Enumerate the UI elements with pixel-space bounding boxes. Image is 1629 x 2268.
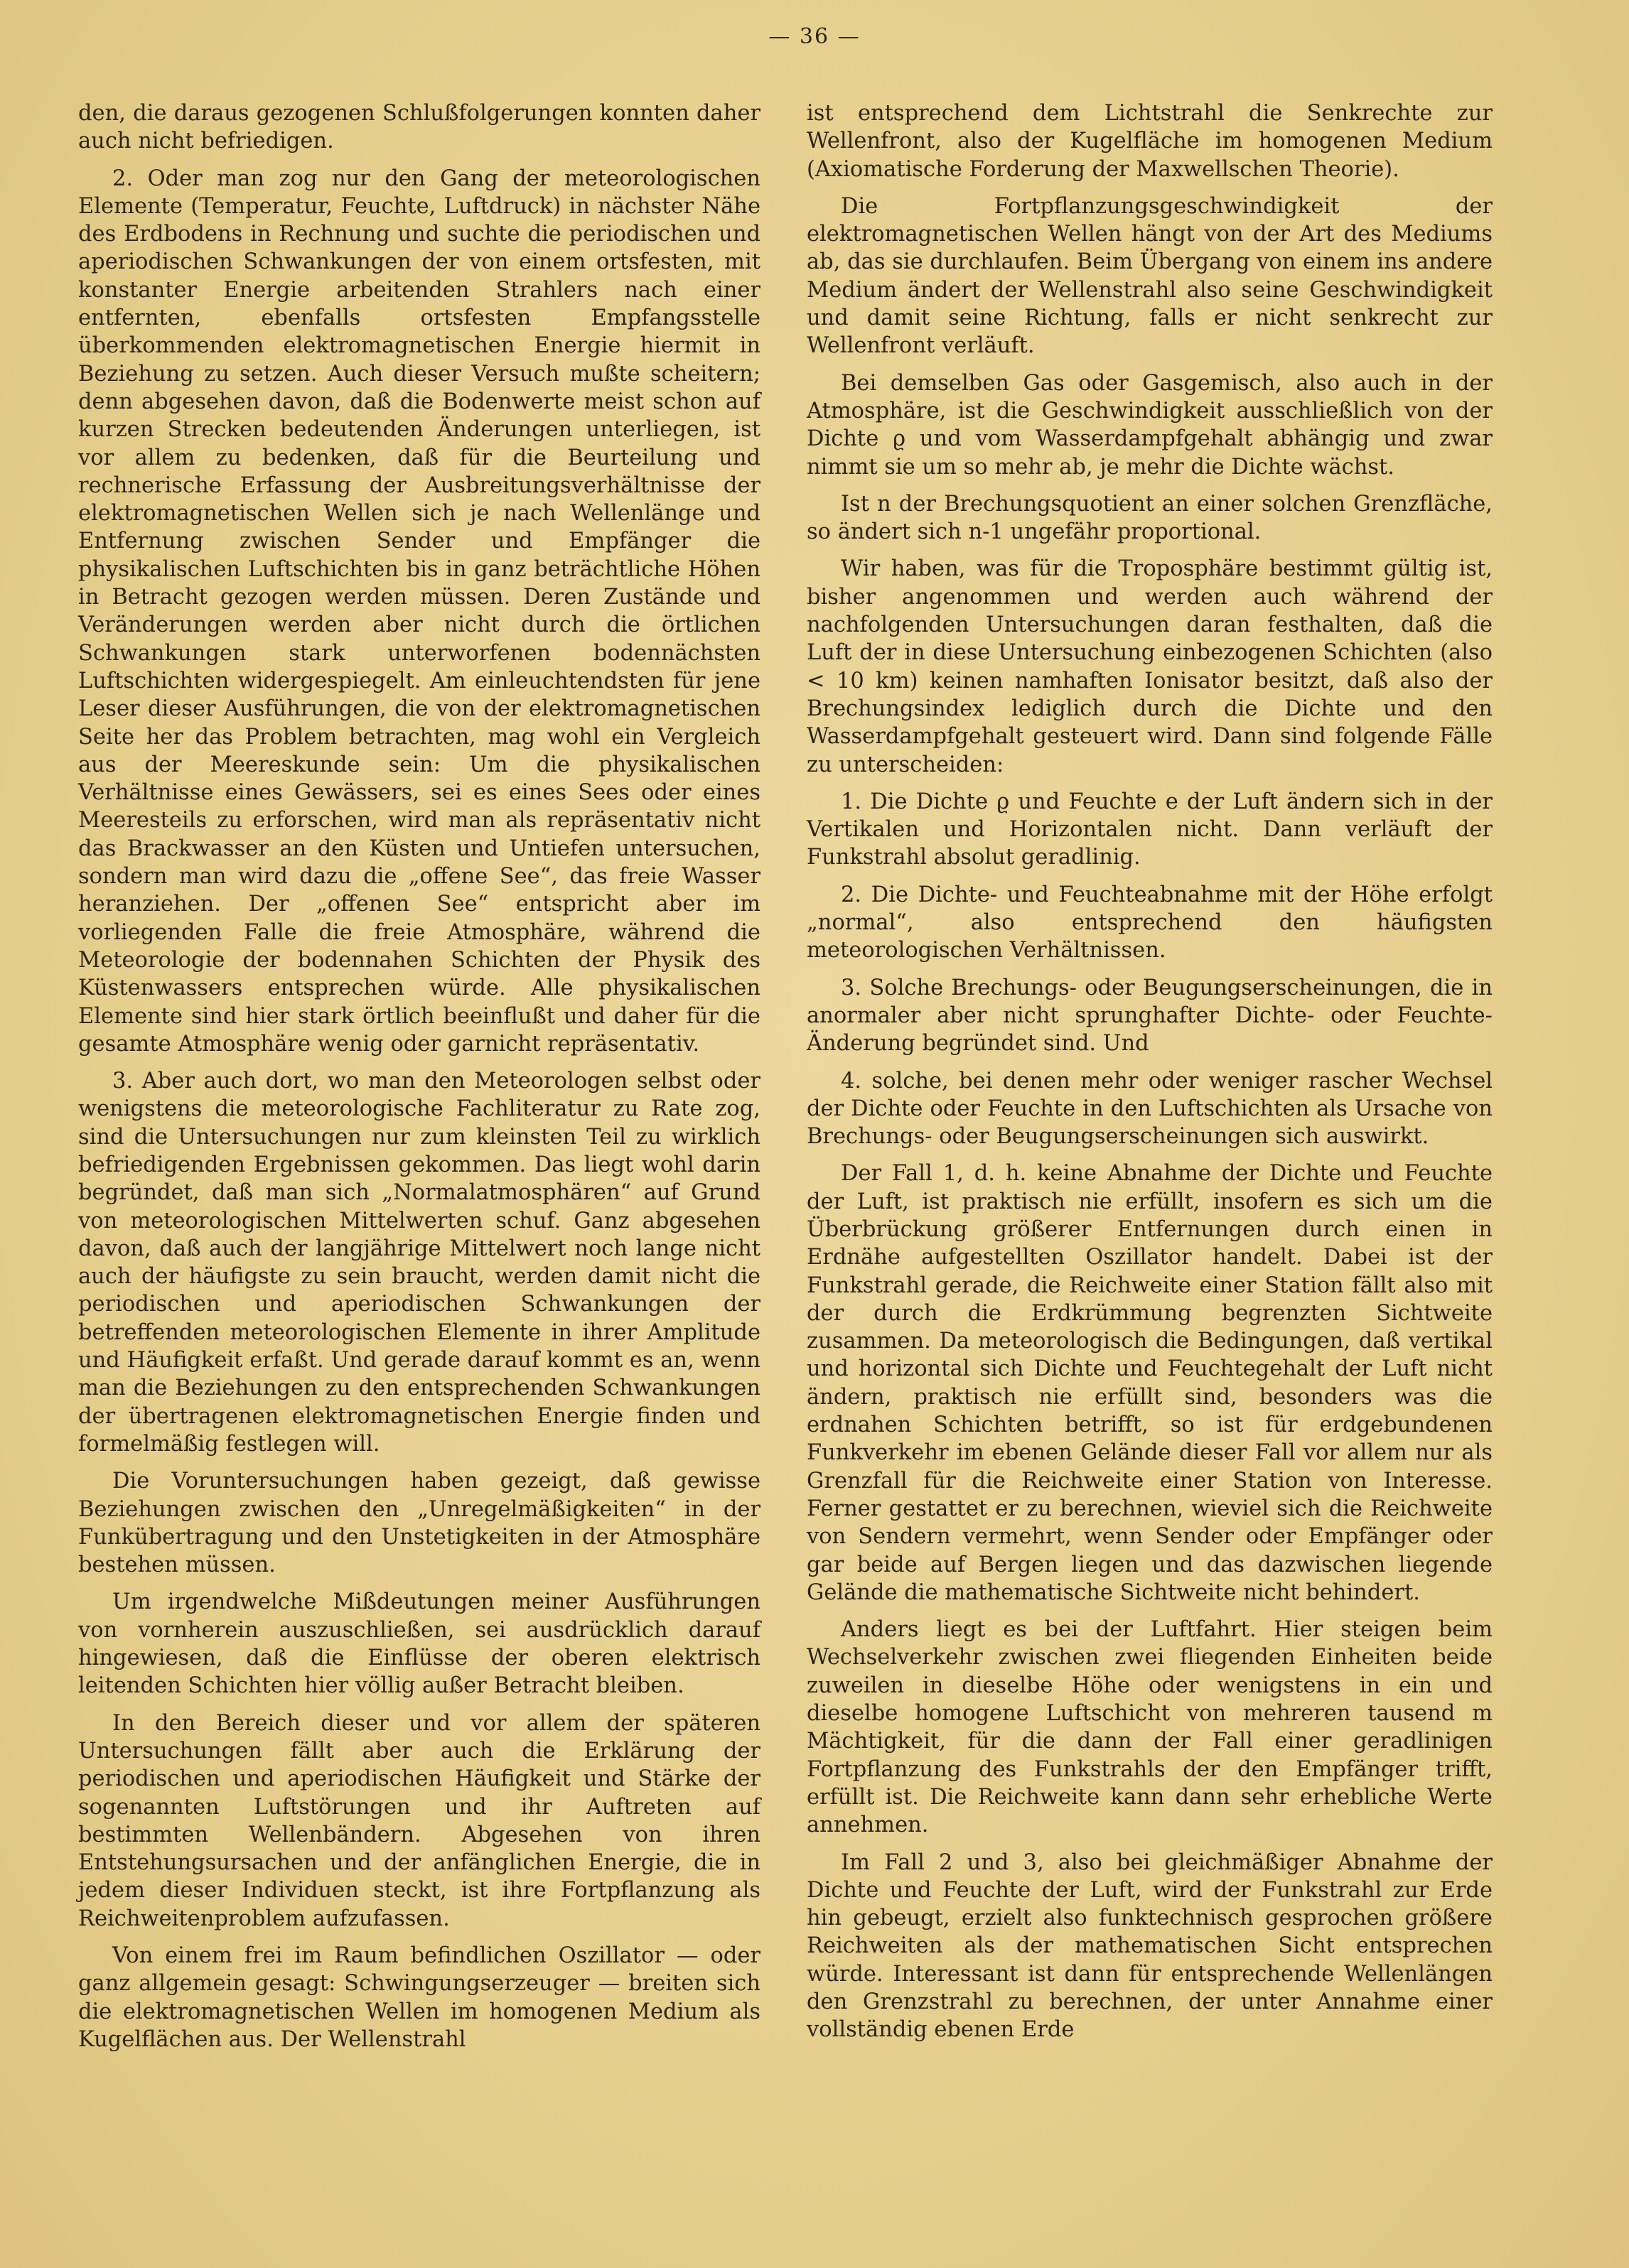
page-number: — 36 — <box>768 24 861 49</box>
paragraph: In den Bereich dieser und vor allem der späteren Untersuchungen fällt aber auch die Erklärung der periodischen und aperiodischen Häufigkeit und Stärke der sogenannten Luftstörungen und ihr Auftreten auf bestimmten Wellenbändern. Abgesehen von ihren Entstehungsursachen und der anfänglichen Energie, die in jedem dieser Individuen steckt, ist ihre Fortpflanzung als Reichweitenproblem aufzufassen. <box>78 1710 760 1931</box>
right-column <box>807 99 1493 2053</box>
paragraph: Ist n der Brechungsquotient an einer solchen Grenzfläche, so ändert sich n-1 ungefähr proportional. <box>807 491 1493 545</box>
paragraph: Anders liegt es bei der Luftfahrt. Hier steigen beim Wechselverkehr zwischen zwei fliegenden Einheiten beide zuweilen in dieselbe Höhe oder wenigstens in ein und dieselbe homogene Luftschicht von mehreren tausend m Mächtigkeit, für die dann der Fall einer geradlinigen Fortpflanzung des Funkstrahls der den Empfänger trifft, erfüllt ist. Die Reichweite kann dann sehr erhebliche Werte annehmen. <box>807 1617 1493 1838</box>
paragraph: Der Fall 1, d. h. keine Abnahme der Dichte und Feuchte der Luft, ist praktisch nie erfüllt, insofern es sich um die Überbrückung größerer Entfernungen durch einen in Erdnähe aufgestellten Oszillator handelt. Dabei ist der Funkstrahl gerade, die Reichweite einer Station fällt also mit der durch die Erdkrümmung begrenzten Sichtweite zusammen. Da meteorologisch die Bedingungen, daß vertikal und horizontal sich Dichte und Feuchtegehalt der Luft nicht ändern, praktisch nie erfüllt sind, besonders was die erdnahen Schichten betrifft, so ist für erdgebundenen Funkverkehr im ebenen Gelände dieser Fall vor allem nur als Grenzfall für die Reichweite einer Station von Interesse. Ferner gestattet er zu berechnen, wieviel sich die Reichweite von Sendern vermehrt, wenn Sender oder Empfänger oder gar beide auf Bergen liegen und das dazwischen liegende Gelände die mathematische Sichtweite nicht behindert. <box>807 1161 1493 1605</box>
paragraph: Die Fortpflanzungsgeschwindigkeit der elektromagnetischen Wellen hängt von der Art des Mediums ab, das sie durchlaufen. Beim Übergang von einem ins andere Medium ändert der Wellenstrahl also seine Geschwindigkeit und damit seine Richtung, falls er nicht senkrecht zur Wellenfront verläuft. <box>807 193 1493 359</box>
paragraph: Von einem frei im Raum befindlichen Oszillator — oder ganz allgemein gesagt: Schwingungserzeuger — breiten sich die elektromagnetischen Wellen im homogenen Medium als Kugelflächen aus. Der Wellenstrahl <box>78 1943 760 2052</box>
paragraph: ist entsprechend dem Lichtstrahl die Senkrechte zur Wellenfront, also der Kugelfläche im homogenen Medium (Axiomatische Forderung der Maxwellschen Theorie). <box>807 101 1493 182</box>
paragraph: 2. Oder man zog nur den Gang der meteorologischen Elemente (Temperatur, Feuchte, Luftdruck) in nächster Nähe des Erdbodens in Rechnung und suchte die periodischen und aperiodischen Schwankungen der von einem ortsfesten, mit konstanter Energie arbeitenden Strahlers nach einer entfernten, ebenfalls ortsfesten Empfangsstelle überkommenden elektromagnetischen Energie hiermit in Beziehung zu setzen. Auch dieser Versuch mußte scheitern; denn abgesehen davon, daß die Bodenwerte meist schon auf kurzen Strecken bedeutenden Änderungen unterliegen, ist vor allem zu bedenken, daß für die Beurteilung und rechnerische Erfassung der Ausbreitungsverhältnisse der elektromagnetischen Wellen sich je nach Wellenlänge und Entfernung zwischen Sender und Empfänger die physikalischen Luftschichten bis in ganz beträchtliche Höhen in Betracht gezogen werden müssen. Deren Zustände und Veränderungen werden aber nicht durch die örtlichen Schwankungen stark unterworfenen bodennächsten Luftschichten widergespiegelt. Am einleuchtendsten für jene Leser dieser Ausführungen, die von der elektromagnetischen Seite her das Problem betrachten, mag wohl ein Vergleich aus der Meereskunde sein: Um die physikalischen Verhältnisse eines Gewässers, sei es eines Sees oder eines Meeresteils zu erforschen, wird man als repräsentativ nicht das Brackwasser an den Küsten und Untiefen untersuchen, sondern man wird dazu die „offene See“, das freie Wasser heranziehen. Der „offenen See“ entspricht aber im vorliegenden Falle die freie Atmosphäre, während die Meteorologie der bodennahen Schichten der Physik des Küstenwassers entsprechen würde. Alle physikalischen Elemente sind hier stark örtlich beeinflußt und daher für die gesamte Atmosphäre wenig oder garnicht repräsentativ. <box>78 166 760 1057</box>
list-item: 3. Solche Brechungs- oder Beugungserscheinungen, die in anormaler aber nicht sprunghafter Dichte- oder Feuchte-Änderung begründet sind. Und <box>807 975 1493 1057</box>
paragraph: Die Voruntersuchungen haben gezeigt, daß gewisse Beziehungen zwischen den „Unregelmäßigkeiten“ in der Funkübertragung und den Unstetigkeiten in der Atmosphäre bestehen müssen. <box>78 1469 760 1578</box>
paragraph: 3. Aber auch dort, wo man den Meteorologen selbst oder wenigstens die meteorologische Fachliteratur zu Rate zog, sind die Untersuchungen nur zum kleinsten Teil zu wirklich befriedigenden Ergebnissen gekommen. Das liegt wohl darin begründet, daß man sich „Normalatmosphären“ auf Grund von meteorologischen Mittelwerten schuf. Ganz abgesehen davon, daß auch der langjährige Mittelwert noch lange nicht auch der häufigste zu sein braucht, werden damit nicht die periodischen und aperiodischen Schwankungen der betreffenden meteorologischen Elemente in ihrer Amplitude und Häufigkeit erfaßt. Und gerade darauf kommt es an, wenn man die Beziehungen zu den entsprechenden Schwankungen der übertragenen elektromagnetischen Energie finden und formelmäßig festlegen will. <box>78 1069 760 1457</box>
list-item: 1. Die Dichte ϱ und Feuchte e der Luft ändern sich in der Vertikalen und Horizontalen nicht. Dann verläuft der Funkstrahl absolut geradlinig. <box>807 789 1493 870</box>
list-item: 2. Die Dichte- und Feuchteabnahme mit der Höhe erfolgt „normal“, also entsprechend den häufigsten meteorologischen Verhältnissen. <box>807 882 1493 963</box>
paragraph: Um irgendwelche Mißdeutungen meiner Ausführungen von vornherein auszuschließen, sei ausdrücklich darauf hingewiesen, daß die Einflüsse der oberen elektrisch leitenden Schichten hier völlig außer Betracht bleiben. <box>78 1589 760 1699</box>
list-item: 4. solche, bei denen mehr oder weniger rascher Wechsel der Dichte oder Feuchte in den Luftschichten als Ursache von Brechungs- oder Beugungserscheinungen sich auswirkt. <box>807 1068 1493 1150</box>
paragraph: den, die daraus gezogenen Schlußfolgerungen konnten daher auch nicht befriedigen. <box>78 101 760 154</box>
paragraph: Im Fall 2 und 3, also bei gleichmäßiger Abnahme der Dichte und Feuchte der Luft, wird der Funkstrahl zur Erde hin gebeugt, erzielt also funktechnisch gesprochen größere Reichweiten als der mathematischen Sicht entsprechen würde. Interessant ist dann für entsprechende Wellenlängen den Grenzstrahl zu berechnen, der unter Annahme einer vollständig ebenen Erde <box>807 1850 1493 2043</box>
paragraph: Bei demselben Gas oder Gasgemisch, also auch in der Atmosphäre, ist die Geschwindigkeit ausschließlich von der Dichte ϱ und vom Wasserdampfgehalt abhängig und zwar nimmt sie um so mehr ab, je mehr die Dichte wächst. <box>807 370 1493 480</box>
left-column <box>78 99 760 2063</box>
paragraph: Wir haben, was für die Troposphäre bestimmt gültig ist, bisher angenommen und werden auch während der nachfolgenden Untersuchungen daran festhalten, daß die Luft der in diese Untersuchung einbezogenen Schichten (also < 10 km) keinen namhaften Ionisator besitzt, daß also der Brechungsindex lediglich durch die Dichte und den Wasserdampfgehalt gesteuert wird. Dann sind folgende Fälle zu unterscheiden: <box>807 556 1493 777</box>
